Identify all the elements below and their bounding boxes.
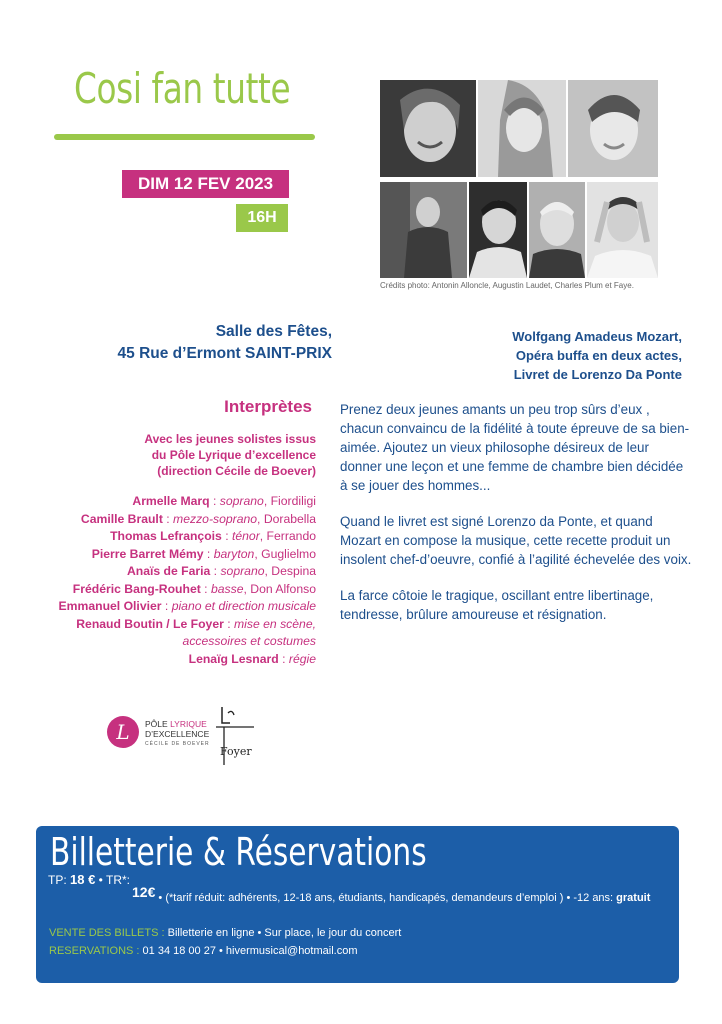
- cast-row: Emmanuel Olivier : piano et direction musicale: [58, 599, 316, 613]
- pole-lyrique-wordmark: PÔLE LYRIQUE D’EXCELLENCE CÉCILE DE BOEVER: [145, 719, 210, 747]
- reservation-contact[interactable]: 01 34 18 00 27 • hivermusical@hotmail.com: [142, 945, 358, 957]
- photo-soprano-1: [380, 80, 476, 177]
- price-line: TP: 18 € • TR*:: [48, 872, 130, 887]
- photo-tenor: [380, 182, 467, 278]
- synopsis: [340, 400, 692, 641]
- intro-line: du Pôle Lyrique d’excellence: [151, 448, 316, 462]
- reduced-price-line: 12€ • (*tarif réduit: adhérents, 12-18 ans, étudiants, handicapés, demandeurs d’emploi ) • -12 ans: gratuit: [132, 884, 651, 904]
- photo-baryton: [469, 182, 527, 278]
- venue-name: Salle des Fêtes,: [215, 323, 332, 340]
- pole-lyrique-logo: [107, 716, 210, 756]
- cast-row: Anaïs de Faria : soprano, Despina: [126, 564, 316, 578]
- cast-row: Camille Brault : mezzo-soprano, Dorabella: [80, 511, 316, 526]
- photo-credits: Crédits photo: Antonin Alloncle, Augustin Laudet, Charles Plum et Faye.: [380, 281, 634, 290]
- cast-row: Thomas Lefrançois : ténor, Ferrando: [110, 529, 316, 543]
- photo-soprano-2: [568, 80, 658, 177]
- photo-pianist: [587, 182, 658, 278]
- free-label: gratuit: [616, 892, 651, 904]
- synopsis-paragraph: La farce côtoie le tragique, oscillant entre libertinage, tendresse, brûlure amoureuse et résignation.: [340, 588, 654, 622]
- genre: Opéra buffa en deux actes,: [515, 348, 682, 363]
- reduced-price: 12€: [132, 884, 156, 900]
- cast-row: Armelle Marq : soprano, Fiordiligi: [132, 494, 316, 508]
- photo-mezzo: [478, 80, 566, 177]
- cast-list: [59, 493, 316, 668]
- full-price: 18 €: [70, 872, 96, 887]
- venue-block: [118, 321, 332, 365]
- le-foyer-logo: [214, 703, 264, 767]
- synopsis-paragraph: Quand le livret est signé Lorenzo da Ponte, et quand Mozart en compose la musique, cette recette produit un insolent chef-d’oeuvre, confié à l’agilité échevelée des voix.: [340, 514, 692, 567]
- ticket-sales: VENTE DES BILLETS : Billetterie en ligne • Sur place, le jour du concert: [49, 927, 402, 939]
- cast-row: Renaud Boutin / Le Foyer : mise en scène,: [76, 616, 316, 631]
- svg-text:Foyer: Foyer: [220, 745, 252, 758]
- intro-line: Avec les jeunes solistes issus: [144, 432, 316, 446]
- reservations: RESERVATIONS : 01 34 18 00 27 • hivermusical@hotmail.com: [49, 945, 358, 957]
- title-underline: [54, 134, 315, 140]
- venue-address: 45 Rue d’Ermont SAINT-PRIX: [117, 345, 332, 362]
- svg-text:L: L: [116, 720, 130, 744]
- composer: Wolfgang Amadeus Mozart,: [512, 329, 682, 344]
- intro-line: (direction Cécile de Boever): [157, 464, 316, 478]
- ticketing-box: [36, 826, 679, 983]
- cast-row: accessoires et costumes: [182, 634, 316, 648]
- time-badge: 16H: [236, 204, 288, 232]
- librettist: Livret de Lorenzo Da Ponte: [513, 367, 682, 382]
- pole-lyrique-emblem: [107, 716, 139, 748]
- synopsis-paragraph: Prenez deux jeunes amants un peu trop sûrs d’eux , chacun convaincu de la fidélité à toute épreuve de sa bien-aimée. Ajoutez un vieux philosophe désireux de leur donner une leçon et une femme de chambre bien décidée à se jouer des hommes...: [340, 402, 690, 493]
- cast-row: Frédéric Bang-Rouhet : basse, Don Alfonso: [72, 581, 316, 596]
- work-info: [512, 327, 682, 384]
- event-title: Cosi fan tutte: [74, 64, 291, 113]
- ticketing-title: Billetterie & Réservations: [50, 830, 427, 874]
- cast-row: Lenaïg Lesnard : régie: [188, 651, 316, 666]
- date-badge: DIM 12 FEV 2023: [122, 170, 289, 198]
- performers-intro: [144, 431, 316, 479]
- photo-basse: [529, 182, 585, 278]
- cast-row: Pierre Barret Mémy : baryton, Guglielmo: [91, 546, 316, 561]
- performers-heading: Interprètes: [224, 397, 312, 416]
